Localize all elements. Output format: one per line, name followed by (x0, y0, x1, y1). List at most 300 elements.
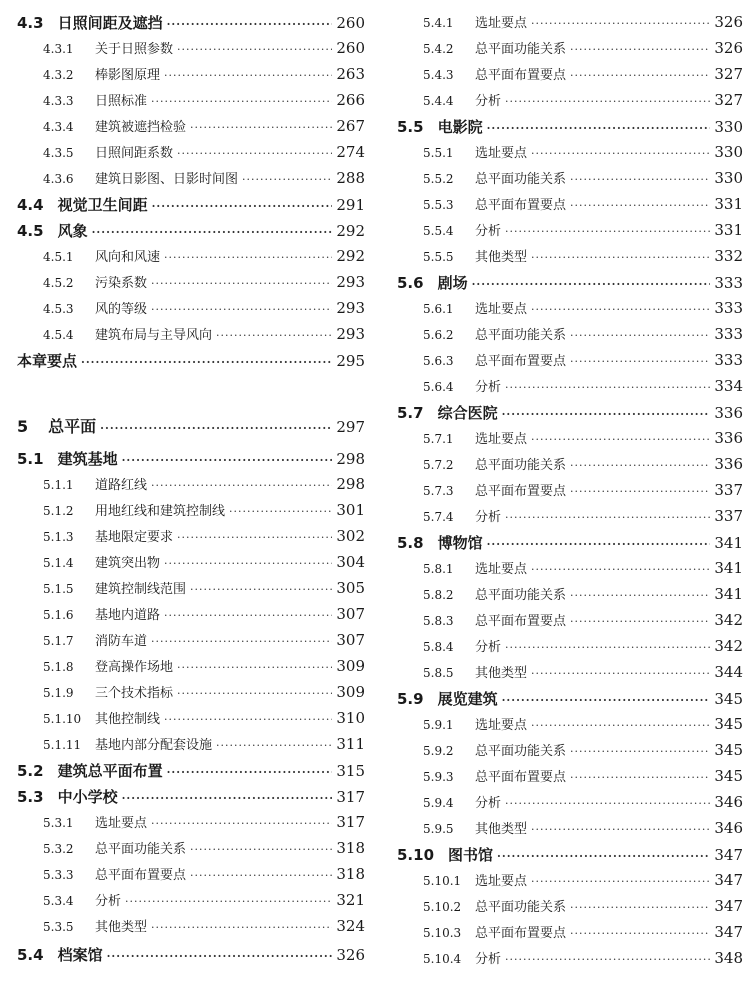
toc-dot-leader (164, 713, 332, 726)
toc-entry-number: 5.4 (17, 946, 44, 964)
toc-dot-leader (242, 173, 332, 186)
toc-page-number: 346 (714, 793, 743, 811)
toc-entry-number: 4.4 (17, 196, 44, 214)
toc-entry-number: 5.5.2 (423, 172, 454, 186)
toc-entry-title: 选址要点 (95, 816, 148, 831)
toc-page-number: 318 (336, 839, 365, 857)
toc-dot-leader (531, 667, 710, 680)
toc-subsection-entry[interactable] (397, 766, 743, 790)
toc-subsection-entry[interactable] (17, 500, 365, 524)
toc-dot-leader (487, 122, 711, 135)
toc-subsection-entry[interactable] (17, 656, 365, 680)
toc-dot-leader (570, 615, 710, 628)
toc-entry-number: 5.1 (17, 450, 44, 468)
toc-entry-title: 登高操作场地 (95, 660, 174, 675)
toc-entry-title: 其他类型 (475, 666, 528, 681)
toc-page-number: 297 (336, 418, 365, 436)
toc-subsection-entry[interactable] (17, 630, 365, 654)
toc-section-entry[interactable] (17, 760, 365, 784)
toc-dot-leader (570, 745, 710, 758)
toc-subsection-entry[interactable] (397, 506, 743, 530)
toc-entry-number: 5.9.3 (423, 770, 454, 784)
toc-page-number: 344 (714, 663, 743, 681)
toc-entry-title: 分析 (475, 94, 502, 109)
toc-page-number: 260 (336, 14, 365, 32)
toc-page-number: 333 (714, 274, 743, 292)
toc-entry-title: 其他类型 (475, 250, 528, 265)
toc-entry-number: 5.9.4 (423, 796, 454, 810)
toc-entry-number: 5.4.3 (423, 68, 454, 82)
toc-dot-leader (216, 329, 332, 342)
toc-entry-number: 5.10 (397, 846, 435, 864)
toc-dot-leader (151, 95, 332, 108)
toc-page-number: 336 (714, 429, 743, 447)
toc-dot-leader (531, 251, 710, 264)
toc-page-number: 330 (714, 169, 743, 187)
toc-entry-title: 日照标准 (95, 94, 148, 109)
toc-dot-leader (177, 531, 332, 544)
toc-dot-leader (190, 121, 332, 134)
toc-page-number: 326 (336, 946, 365, 964)
toc-page-number: 267 (336, 117, 365, 135)
toc-subsection-entry[interactable] (397, 818, 743, 842)
toc-subsection-entry[interactable] (397, 480, 743, 504)
toc-entry-number: 5.7.1 (423, 432, 454, 446)
toc-entry-title: 选址要点 (475, 16, 528, 31)
toc-entry-title: 建筑日影图、日影时间图 (95, 172, 239, 187)
toc-entry-number: 5.7.4 (423, 510, 454, 524)
toc-page-number: 337 (714, 481, 743, 499)
toc-dot-leader (167, 18, 333, 31)
toc-dot-leader (164, 609, 332, 622)
toc-page-number: 307 (336, 605, 365, 623)
toc-subsection-entry[interactable] (17, 578, 365, 602)
toc-entry-title: 选址要点 (475, 874, 528, 889)
toc-dot-leader (531, 433, 710, 446)
toc-dot-leader (190, 869, 332, 882)
toc-entry-number: 5 (17, 417, 29, 436)
toc-entry-number: 5.5.1 (423, 146, 454, 160)
toc-page-number: 302 (336, 527, 365, 545)
toc-dot-leader (570, 589, 710, 602)
toc-dot-leader (167, 766, 333, 779)
toc-subsection-entry[interactable] (397, 168, 743, 192)
toc-entry-title: 三个技术指标 (95, 686, 174, 701)
toc-entry-title: 选址要点 (475, 718, 528, 733)
toc-subsection-entry[interactable] (17, 526, 365, 550)
toc-entry-title: 基地限定要求 (95, 530, 174, 545)
toc-page-number: 333 (714, 325, 743, 343)
toc-entry-title: 总平面功能关系 (475, 172, 567, 187)
toc-dot-leader (570, 901, 710, 914)
toc-page-number: 321 (336, 891, 365, 909)
toc-subsection-entry[interactable] (397, 558, 743, 582)
toc-entry-number: 5.6.1 (423, 302, 454, 316)
toc-dot-leader (151, 817, 332, 830)
toc-entry-title: 日照间距系数 (95, 146, 174, 161)
toc-section-entry[interactable] (17, 220, 365, 244)
toc-entry-number: 5.7.2 (423, 458, 454, 472)
toc-entry-title: 分析 (475, 952, 502, 967)
toc-subsection-entry[interactable] (17, 324, 365, 348)
toc-subsection-entry[interactable] (397, 64, 743, 88)
toc-subsection-entry[interactable] (397, 922, 743, 946)
toc-entry-number: 4.5.3 (43, 302, 74, 316)
toc-dot-leader (505, 381, 710, 394)
toc-page-number: 260 (336, 39, 365, 57)
toc-page-number: 311 (336, 735, 365, 753)
toc-entry-number: 4.5.2 (43, 276, 74, 290)
toc-dot-leader (570, 459, 710, 472)
toc-dot-leader (81, 356, 332, 369)
toc-subsection-entry[interactable] (397, 896, 743, 920)
toc-subsection-entry[interactable] (397, 584, 743, 608)
toc-subsection-entry[interactable] (17, 90, 365, 114)
toc-entry-title: 建筑布局与主导风向 (95, 328, 213, 343)
toc-dot-leader (151, 479, 332, 492)
toc-entry-number: 5.1.11 (43, 738, 82, 752)
toc-page-number: 342 (714, 611, 743, 629)
toc-dot-leader (570, 43, 710, 56)
toc-subsection-entry[interactable] (17, 552, 365, 576)
toc-dot-leader (229, 505, 332, 518)
toc-entry-number: 4.3.4 (43, 120, 74, 134)
toc-entry-number: 4.3.3 (43, 94, 74, 108)
toc-entry-title: 建筑总平面布置 (57, 762, 163, 780)
toc-dot-leader (177, 661, 332, 674)
toc-subsection-entry[interactable] (17, 734, 365, 758)
toc-dot-leader (505, 797, 710, 810)
toc-entry-title: 其他类型 (95, 920, 148, 935)
toc-subsection-entry[interactable] (17, 246, 365, 270)
toc-dot-leader (505, 641, 710, 654)
toc-subsection-entry[interactable] (397, 142, 743, 166)
toc-subsection-entry[interactable] (17, 272, 365, 296)
toc-subsection-entry[interactable] (17, 38, 365, 62)
toc-subsection-entry[interactable] (397, 662, 743, 686)
toc-page-number: 334 (714, 377, 743, 395)
toc-entry-title: 总平面功能关系 (475, 328, 567, 343)
toc-page-number: 310 (336, 709, 365, 727)
toc-entry-number: 5.1.6 (43, 608, 74, 622)
toc-entry-title: 建筑基地 (57, 450, 118, 468)
toc-dot-leader (122, 792, 333, 805)
toc-subsection-entry[interactable] (397, 298, 743, 322)
toc-page-number: 337 (714, 507, 743, 525)
toc-dot-leader (570, 69, 710, 82)
toc-dot-leader (177, 687, 332, 700)
toc-entry-number: 5.10.2 (423, 900, 462, 914)
toc-dot-leader (164, 557, 332, 570)
toc-dot-leader (107, 950, 333, 963)
toc-page-number: 293 (336, 273, 365, 291)
toc-page-number: 309 (336, 657, 365, 675)
toc-dot-leader (505, 953, 710, 966)
toc-dot-leader (497, 850, 710, 863)
toc-subsection-entry[interactable] (17, 64, 365, 88)
toc-section-entry[interactable] (397, 532, 743, 556)
toc-page-number: 301 (336, 501, 365, 519)
toc-entry-number: 5.10.3 (423, 926, 462, 940)
toc-subsection-entry[interactable] (397, 376, 743, 400)
toc-dot-leader (531, 563, 710, 576)
toc-page-number: 330 (714, 118, 743, 136)
toc-dot-leader (152, 200, 333, 213)
toc-page-number: 292 (336, 247, 365, 265)
toc-subsection-entry[interactable] (397, 740, 743, 764)
toc-entry-number: 4.3.1 (43, 42, 74, 56)
toc-entry-number: 5.8.2 (423, 588, 454, 602)
toc-entry-title: 风象 (57, 222, 88, 240)
toc-entry-number: 5.3.3 (43, 868, 74, 882)
toc-dot-leader (570, 329, 710, 342)
toc-entry-title: 总平面布置要点 (475, 68, 567, 83)
toc-section-entry[interactable] (17, 350, 365, 374)
toc-entry-number: 5.10.1 (423, 874, 462, 888)
toc-entry-title: 总平面功能关系 (475, 458, 567, 473)
toc-page-number: 336 (714, 455, 743, 473)
toc-dot-leader (531, 303, 710, 316)
toc-section-entry[interactable] (397, 116, 743, 140)
toc-entry-title: 建筑突出物 (95, 556, 161, 571)
toc-dot-leader (570, 199, 710, 212)
toc-dot-leader (502, 694, 711, 707)
toc-subsection-entry[interactable] (397, 220, 743, 244)
toc-subsection-entry[interactable] (397, 350, 743, 374)
toc-entry-title: 档案馆 (57, 946, 103, 964)
toc-subsection-entry[interactable] (17, 838, 365, 862)
toc-dot-leader (570, 927, 710, 940)
toc-page-number: 317 (336, 813, 365, 831)
toc-page-number: 291 (336, 196, 365, 214)
toc-entry-title: 道路红线 (95, 478, 148, 493)
toc-entry-title: 基地内道路 (95, 608, 161, 623)
toc-page-number: 347 (714, 923, 743, 941)
toc-page-number: 295 (336, 352, 365, 370)
toc-entry-number: 5.8.4 (423, 640, 454, 654)
toc-entry-number: 5.7 (397, 404, 424, 422)
toc-entry-number: 5.6 (397, 274, 424, 292)
toc-entry-title: 风向和风速 (95, 250, 161, 265)
toc-page-number: 336 (714, 404, 743, 422)
toc-page-number: 298 (336, 450, 365, 468)
toc-entry-number: 5.2 (17, 762, 44, 780)
toc-entry-title: 污染系数 (95, 276, 148, 291)
toc-dot-leader (190, 843, 332, 856)
toc-entry-number: 5.1.2 (43, 504, 74, 518)
toc-page-number: 288 (336, 169, 365, 187)
toc-section-entry[interactable] (17, 786, 365, 810)
toc-page-number: 333 (714, 351, 743, 369)
toc-entry-number: 5.4.1 (423, 16, 454, 30)
toc-dot-leader (502, 408, 711, 421)
toc-page-number: 332 (714, 247, 743, 265)
toc-subsection-entry[interactable] (397, 324, 743, 348)
toc-subsection-entry[interactable] (397, 12, 743, 36)
toc-subsection-entry[interactable] (397, 246, 743, 270)
toc-entry-number: 5.8.3 (423, 614, 454, 628)
toc-section-entry[interactable] (397, 844, 743, 868)
toc-entry-title: 本章要点 (17, 352, 78, 370)
toc-entry-number: 5.10.4 (423, 952, 462, 966)
toc-subsection-entry[interactable] (397, 714, 743, 738)
toc-entry-title: 电影院 (437, 118, 483, 136)
toc-subsection-entry[interactable] (397, 948, 743, 972)
toc-page-number: 341 (714, 585, 743, 603)
toc-entry-title: 剧场 (437, 274, 468, 292)
toc-entry-number: 5.3 (17, 788, 44, 806)
toc-entry-number: 5.3.5 (43, 920, 74, 934)
toc-entry-title: 选址要点 (475, 562, 528, 577)
toc-dot-leader (531, 719, 710, 732)
toc-entry-title: 分析 (95, 894, 122, 909)
toc-page-number: 341 (714, 559, 743, 577)
toc-subsection-entry[interactable] (17, 916, 365, 940)
toc-subsection-entry[interactable] (17, 298, 365, 322)
toc-entry-title: 风的等级 (95, 302, 148, 317)
toc-entry-number: 4.3.6 (43, 172, 74, 186)
toc-entry-number: 5.1.7 (43, 634, 74, 648)
toc-entry-number: 5.8.1 (423, 562, 454, 576)
toc-entry-number: 5.1.4 (43, 556, 74, 570)
toc-page-number: 326 (714, 13, 743, 31)
toc-dot-leader (531, 823, 710, 836)
toc-entry-number: 5.1.10 (43, 712, 82, 726)
toc-entry-title: 选址要点 (475, 302, 528, 317)
toc-entry-title: 总平面布置要点 (475, 926, 567, 941)
toc-dot-leader (570, 355, 710, 368)
toc-entry-title: 选址要点 (475, 146, 528, 161)
toc-subsection-entry[interactable] (17, 474, 365, 498)
toc-subsection-entry[interactable] (397, 194, 743, 218)
toc-entry-number: 5.8 (397, 534, 424, 552)
toc-page-number: 318 (336, 865, 365, 883)
toc-page-number: 293 (336, 299, 365, 317)
toc-subsection-entry[interactable] (397, 636, 743, 660)
toc-page-number: 326 (714, 39, 743, 57)
toc-section-entry[interactable] (397, 688, 743, 712)
toc-page-number: 263 (336, 65, 365, 83)
toc-entry-title: 建筑控制线范围 (95, 582, 187, 597)
toc-section-entry[interactable] (17, 12, 365, 36)
toc-subsection-entry[interactable] (397, 870, 743, 894)
toc-dot-leader (151, 635, 332, 648)
toc-subsection-entry[interactable] (397, 428, 743, 452)
toc-subsection-entry[interactable] (397, 454, 743, 478)
toc-subsection-entry[interactable] (17, 168, 365, 192)
toc-entry-number: 5.5.4 (423, 224, 454, 238)
toc-subsection-entry[interactable] (17, 708, 365, 732)
toc-subsection-entry[interactable] (397, 792, 743, 816)
toc-dot-leader (505, 511, 710, 524)
toc-entry-number: 4.3 (17, 14, 44, 32)
toc-entry-title: 总平面功能关系 (475, 42, 567, 57)
toc-entry-number: 5.1.3 (43, 530, 74, 544)
toc-section-entry[interactable] (17, 448, 365, 472)
toc-subsection-entry[interactable] (397, 90, 743, 114)
toc-subsection-entry[interactable] (17, 604, 365, 628)
toc-entry-title: 总平面 (48, 417, 97, 436)
toc-dot-leader (125, 895, 332, 908)
toc-entry-number: 5.9.5 (423, 822, 454, 836)
toc-entry-number: 5.8.5 (423, 666, 454, 680)
toc-entry-title: 分析 (475, 510, 502, 525)
toc-entry-number: 5.9.2 (423, 744, 454, 758)
toc-entry-number: 4.3.5 (43, 146, 74, 160)
toc-section-entry[interactable] (397, 272, 743, 296)
toc-entry-title: 综合医院 (437, 404, 498, 422)
toc-page-number: 307 (336, 631, 365, 649)
toc-page-number: 342 (714, 637, 743, 655)
toc-page-number: 333 (714, 299, 743, 317)
toc-dot-leader (100, 422, 332, 435)
toc-entry-title: 总平面布置要点 (475, 770, 567, 785)
toc-entry-number: 5.1.8 (43, 660, 74, 674)
toc-entry-number: 5.6.4 (423, 380, 454, 394)
toc-entry-title: 总平面布置要点 (475, 198, 567, 213)
toc-page-number: 341 (714, 534, 743, 552)
toc-dot-leader (472, 278, 711, 291)
toc-entry-title: 其他控制线 (95, 712, 161, 727)
toc-entry-title: 总平面功能关系 (475, 588, 567, 603)
toc-entry-number: 5.4.4 (423, 94, 454, 108)
toc-page-number: 348 (714, 949, 743, 967)
toc-entry-number: 5.4.2 (423, 42, 454, 56)
toc-subsection-entry[interactable] (17, 682, 365, 706)
toc-dot-leader (531, 17, 710, 30)
toc-dot-leader (177, 43, 332, 56)
toc-dot-leader (570, 485, 710, 498)
toc-page-number: 346 (714, 819, 743, 837)
toc-entry-title: 博物馆 (437, 534, 483, 552)
toc-page-number: 345 (714, 741, 743, 759)
toc-entry-number: 5.5.3 (423, 198, 454, 212)
toc-subsection-entry[interactable] (17, 116, 365, 140)
toc-section-entry[interactable] (397, 402, 743, 426)
toc-entry-title: 总平面布置要点 (475, 614, 567, 629)
toc-entry-number: 5.1.1 (43, 478, 74, 492)
toc-entry-title: 总平面功能关系 (95, 842, 187, 857)
toc-entry-number: 5.6.3 (423, 354, 454, 368)
toc-page-number: 324 (336, 917, 365, 935)
toc-page-number: 347 (714, 846, 743, 864)
toc-page-number: 327 (714, 91, 743, 109)
toc-entry-number: 4.3.2 (43, 68, 74, 82)
toc-subsection-entry[interactable] (17, 864, 365, 888)
toc-entry-title: 选址要点 (475, 432, 528, 447)
toc-page-number: 309 (336, 683, 365, 701)
toc-subsection-entry[interactable] (17, 812, 365, 836)
toc-page-number: 266 (336, 91, 365, 109)
toc-chapter-entry[interactable] (17, 414, 365, 438)
toc-entry-title: 关于日照参数 (95, 42, 174, 57)
toc-subsection-entry[interactable] (397, 610, 743, 634)
toc-dot-leader (151, 303, 332, 316)
toc-page-number: 345 (714, 690, 743, 708)
toc-page-number: 298 (336, 475, 365, 493)
toc-dot-leader (122, 454, 333, 467)
toc-dot-leader (570, 771, 710, 784)
toc-subsection-entry[interactable] (397, 38, 743, 62)
toc-subsection-entry[interactable] (17, 890, 365, 914)
toc-entry-title: 图书馆 (448, 846, 494, 864)
toc-subsection-entry[interactable] (17, 142, 365, 166)
toc-section-entry[interactable] (17, 944, 365, 968)
toc-page-number: 345 (714, 767, 743, 785)
toc-entry-number: 4.5 (17, 222, 44, 240)
toc-entry-title: 消防车道 (95, 634, 148, 649)
toc-section-entry[interactable] (17, 194, 365, 218)
